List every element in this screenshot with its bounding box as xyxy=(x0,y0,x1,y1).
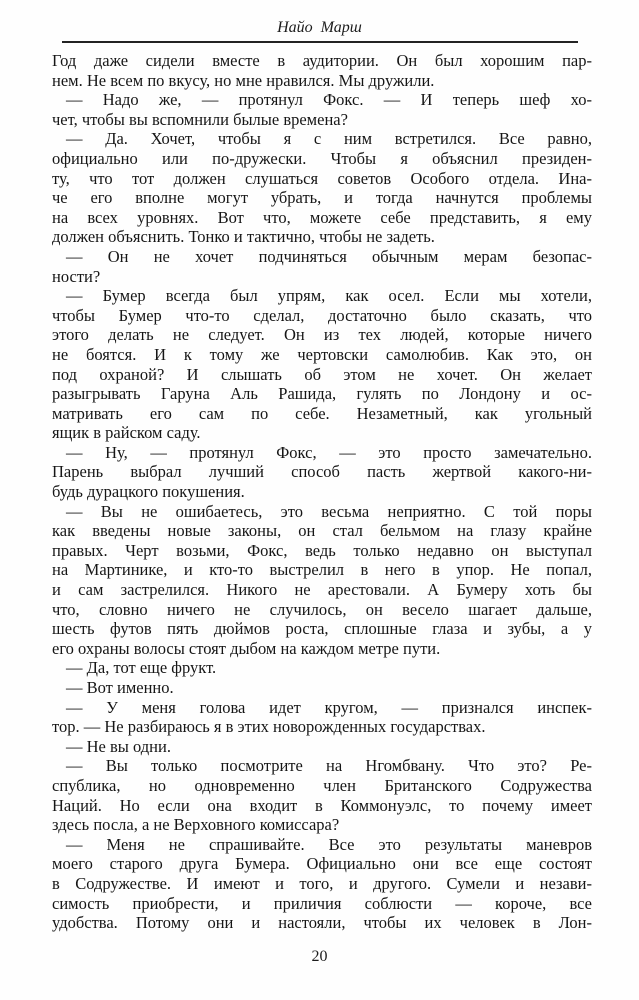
text-line: — Не вы одни. xyxy=(66,736,171,756)
text-line: ящик в райском саду. xyxy=(52,423,201,443)
text-line: че его вполне могут убрать, и тогда начнутся проблемы xyxy=(52,188,592,208)
text-line: моего старого друга Бумера. Официально они все еще состоят xyxy=(52,854,592,874)
text-line: чет, чтобы вы вспомнили былые времена? xyxy=(52,109,348,129)
running-header-author: Найо Марш xyxy=(277,19,362,36)
text-line: тор. — Не разбираюсь я в этих новорожденных государствах. xyxy=(52,717,486,737)
text-line: правых. Черт возьми, Фокс, ведь только недавно он выступал xyxy=(52,540,592,560)
text-line: Парень выбрал лучший способ пасть жертвой какого-ни- xyxy=(52,462,592,482)
text-line: — Он не хочет подчиняться обычным мерам безопас- xyxy=(66,246,592,266)
text-line: как введены новые законы, он стал бельмом на глазу крайне xyxy=(52,521,592,541)
text-line: будь дурацкого покушения. xyxy=(52,482,245,502)
text-line: — Надо же, — протянул Фокс. — И теперь шеф хо- xyxy=(66,90,592,110)
text-line: в Содружестве. И имеют и того, и другого. Сумели и незави- xyxy=(52,873,592,893)
text-line: этого делать не следует. Он из тех людей, которые ничего xyxy=(52,325,592,345)
text-line: под охраной? И слышать об этом не хочет. Он желает xyxy=(52,364,592,384)
text-line: — У меня голова идет кругом, — признался инспек- xyxy=(66,697,592,717)
text-line: официально или по-дружески. Чтобы я объяснил президен- xyxy=(52,148,592,168)
text-line: не боятся. И к тому же чертовски самолюбив. Как это, он xyxy=(52,344,592,364)
text-line: — Бумер всегда был упрям, как осел. Если мы хотели, xyxy=(66,286,592,306)
text-line: ности? xyxy=(52,266,101,286)
header-rule xyxy=(62,41,578,43)
text-line: нем. Не всем по вкусу, но мне нравился. Мы дружили. xyxy=(52,70,435,90)
text-line: чтобы Бумер что-то сделал, достаточно было сказать, что xyxy=(52,305,592,325)
text-line: и сам застрелился. Никого не арестовали. А Бумеру хоть бы xyxy=(52,580,592,600)
text-line: симость приобрести, и приличия соблюсти — короче, все xyxy=(52,893,592,913)
text-line: ту, что тот должен слушаться советов Особого отдела. Ина- xyxy=(52,168,592,188)
text-line: здесь посла, а не Верховного комиссара? xyxy=(52,815,340,835)
text-line: — Ну, — протянул Фокс, — это просто замечательно. xyxy=(66,442,592,462)
text-line: на всех уровнях. Вот что, можете себе представить, я ему xyxy=(52,207,592,227)
text-line: спублика, но одновременно член Британского Содружества xyxy=(52,775,592,795)
text-line: шесть футов пять дюймов роста, сплошные глаза и зубы, а у xyxy=(52,619,592,639)
text-line: — Меня не спрашивайте. Все это результаты маневров xyxy=(66,834,592,854)
text-line: — Вот именно. xyxy=(66,678,174,697)
text-line: его охраны волосы стоят дыбом на каждом метре пути. xyxy=(52,638,441,658)
text-line: Год даже сидели вместе в аудитории. Он был хорошим пар- xyxy=(52,51,592,70)
text-line: что, словно ничего не случилось, он весело шагает дальше, xyxy=(52,599,592,619)
page-text xyxy=(52,51,592,933)
page-number: 20 xyxy=(311,948,328,965)
text-line: разыгрывать Гаруна Аль Рашида, гулять по Лондону и ос- xyxy=(52,384,592,404)
text-line: — Да, тот еще фрукт. xyxy=(66,658,217,678)
text-line: — Вы только посмотрите на Нгомбвану. Что это? Ре- xyxy=(66,756,592,776)
text-line: матривать его сам по себе. Незаметный, как угольный xyxy=(52,403,592,423)
text-line: на Мартинике, и кто-то выстрелил в него в упор. Не попал, xyxy=(52,560,592,580)
text-line: удобства. Потому они и настояли, чтобы их человек в Лон- xyxy=(52,913,592,933)
text-line: должен объяснить. Тонко и тактично, чтобы не задеть. xyxy=(52,227,435,247)
text-line: — Да. Хочет, чтобы я с ним встретился. Все равно, xyxy=(66,129,592,149)
text-line: — Вы не ошибаетесь, это весьма неприятно. С той поры xyxy=(66,501,592,521)
text-line: Наций. Но если она входит в Коммонуэлс, то почему имеет xyxy=(52,795,592,815)
